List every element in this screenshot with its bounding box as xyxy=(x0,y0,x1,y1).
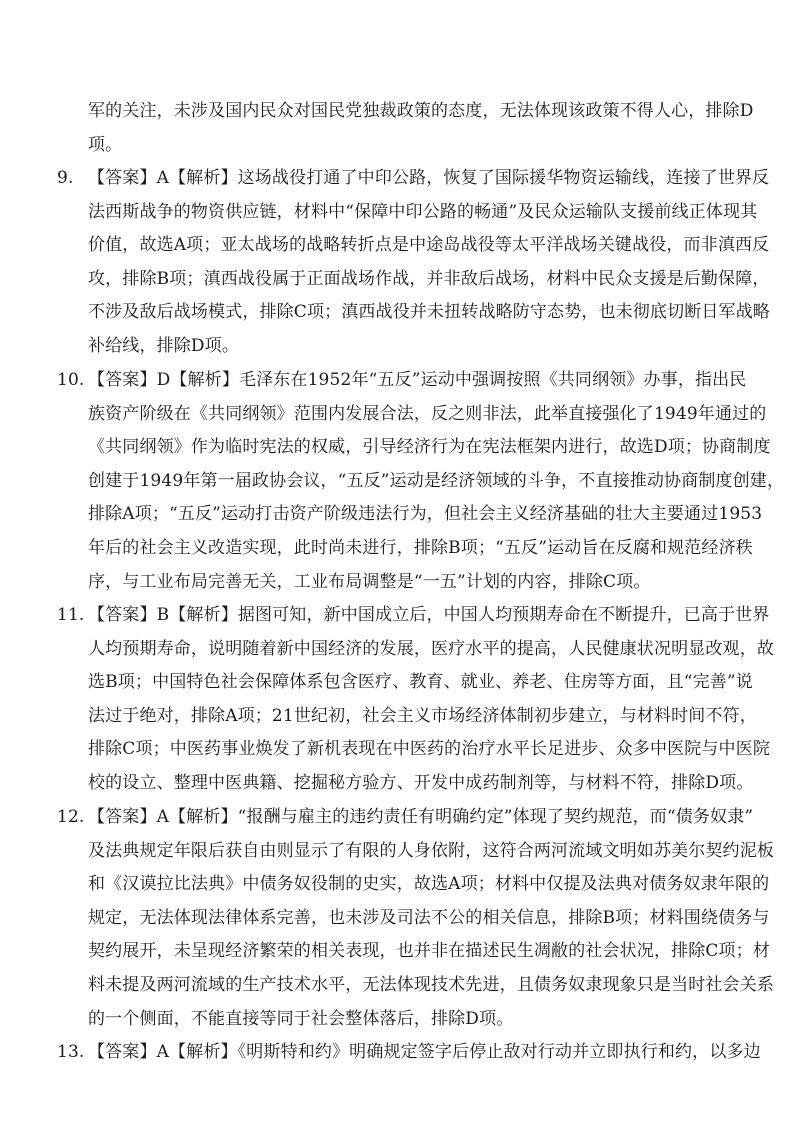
text-line: 校的设立、整理中医典籍、挖掘秘方验方、开发中成药制剂等，与材料不符，排除D项。 xyxy=(88,772,754,793)
text-line: 《共同纲领》作为临时宪法的权威，引导经济行为在宪法框架内进行，故选D项；协商制度 xyxy=(88,437,771,458)
text-line: 项。 xyxy=(88,134,123,155)
answer-item-10 xyxy=(57,364,785,599)
answer-item-9 xyxy=(57,162,771,364)
text-line: 不涉及敌后战场模式，排除C项；滇西战役并未扭转战略防守态势，也未彻底切断日军战略 xyxy=(88,302,771,323)
text-line: 序，与工业布局完善无关，工业布局调整是“一五”计划的内容，排除C项。 xyxy=(88,571,651,592)
text-line: 【答案】A【解析】“报酬与雇主的违约责任有明确约定”体现了契约规范，而“债务奴隶” xyxy=(88,807,754,827)
text-line: 补给线，排除D项。 xyxy=(88,335,239,356)
text-line: 排除C项；中医药事业焕发了新机表现在中医药的治疗水平长足进步、众多中医院与中医院 xyxy=(88,739,771,760)
text-line: 【答案】D【解析】毛泽东在1952年“五反”运动中强调按照《共同纲领》办事，指出民 xyxy=(88,370,747,390)
item-number: 12. xyxy=(57,807,85,827)
text-line: 攻，排除B项；滇西战役属于正面战场作战，并非敌后战场，材料中民众支援是后勤保障， xyxy=(88,268,770,289)
answer-item-13 xyxy=(57,1036,761,1070)
text-line: 族资产阶级在《共同纲领》范围内发展合法，反之则非法，此举直接强化了1949年通过的 xyxy=(88,403,767,424)
item-number: 10. xyxy=(57,370,85,390)
text-line: 【答案】B【解析】据图可知，新中国成立后，中国人均预期寿命在不断提升，已高于世界 xyxy=(88,605,770,625)
text-line: 选B项；中国特色社会保障体系包含医疗、教育、就业、养老、住房等方面，且“完善”说 xyxy=(88,672,753,693)
answer-item-continuation xyxy=(88,95,754,162)
item-number: 13. xyxy=(57,1042,85,1062)
text-line: 规定，无法体现法律体系完善，也未涉及司法不公的相关信息，排除B项；材料围绕债务与 xyxy=(88,907,770,928)
text-line: 排除A项；“五反”运动打击资产阶级违法行为，但社会主义经济基础的壮大主要通过1953 xyxy=(88,504,763,525)
text-line: 法过于绝对，排除A项；21世纪初，社会主义市场经济体制初步建立，与材料时间不符， xyxy=(88,705,757,726)
text-line: 及法典规定年限后获自由则显示了有限的人身依附，这符合两河流域文明如苏美尔契约泥板 xyxy=(88,840,774,861)
text-line: 【答案】A【解析】这场战役打通了中印公路，恢复了国际援华物资运输线，连接了世界反 xyxy=(88,168,770,188)
text-line: 和《汉谟拉比法典》中债务奴役制的史实，故选A项；材料中仅提及法典对债务奴隶年限的 xyxy=(88,874,770,895)
text-line: 人均预期寿命，说明随着新中国经济的发展，医疗水平的提高，人民健康状况明显改观，故 xyxy=(88,638,774,659)
text-line: 价值，故选A项；亚太战场的战略转折点是中途岛战役等太平洋战场关键战役，而非滇西反 xyxy=(88,235,770,256)
text-line: 的一个侧面，不能直接等同于社会整体落后，排除D项。 xyxy=(88,1008,514,1029)
text-line: 军的关注，未涉及国内民众对国民党独裁政策的态度，无法体现该政策不得人心，排除D xyxy=(88,101,754,121)
text-line: 创建于1949年第一届政协会议，“五反”运动是经济领域的斗争，不直接推动协商制度创建， xyxy=(88,470,785,491)
answer-item-12 xyxy=(57,801,774,1036)
text-line: 料未提及两河流域的生产技术水平，无法体现技术先进，且债务奴隶现象只是当时社会关系 xyxy=(88,974,774,995)
text-line: 年后的社会主义改造实现，此时尚未进行，排除B项；“五反”运动旨在反腐和规范经济秩 xyxy=(88,537,753,558)
answer-item-11 xyxy=(57,599,774,801)
text-line: 【答案】A【解析】《明斯特和约》明确规定签字后停止敌对行动并立即执行和约，以多边 xyxy=(88,1042,761,1062)
item-number: 9. xyxy=(57,168,74,188)
text-line: 法西斯战争的物资供应链，材料中“保障中印公路的畅通”及民众运输队支援前线正体现其 xyxy=(88,201,758,222)
item-number: 11. xyxy=(57,605,85,625)
text-line: 契约展开，未呈现经济繁荣的相关表现，也并非在描述民生凋敝的社会状况，排除C项；材 xyxy=(88,941,771,962)
